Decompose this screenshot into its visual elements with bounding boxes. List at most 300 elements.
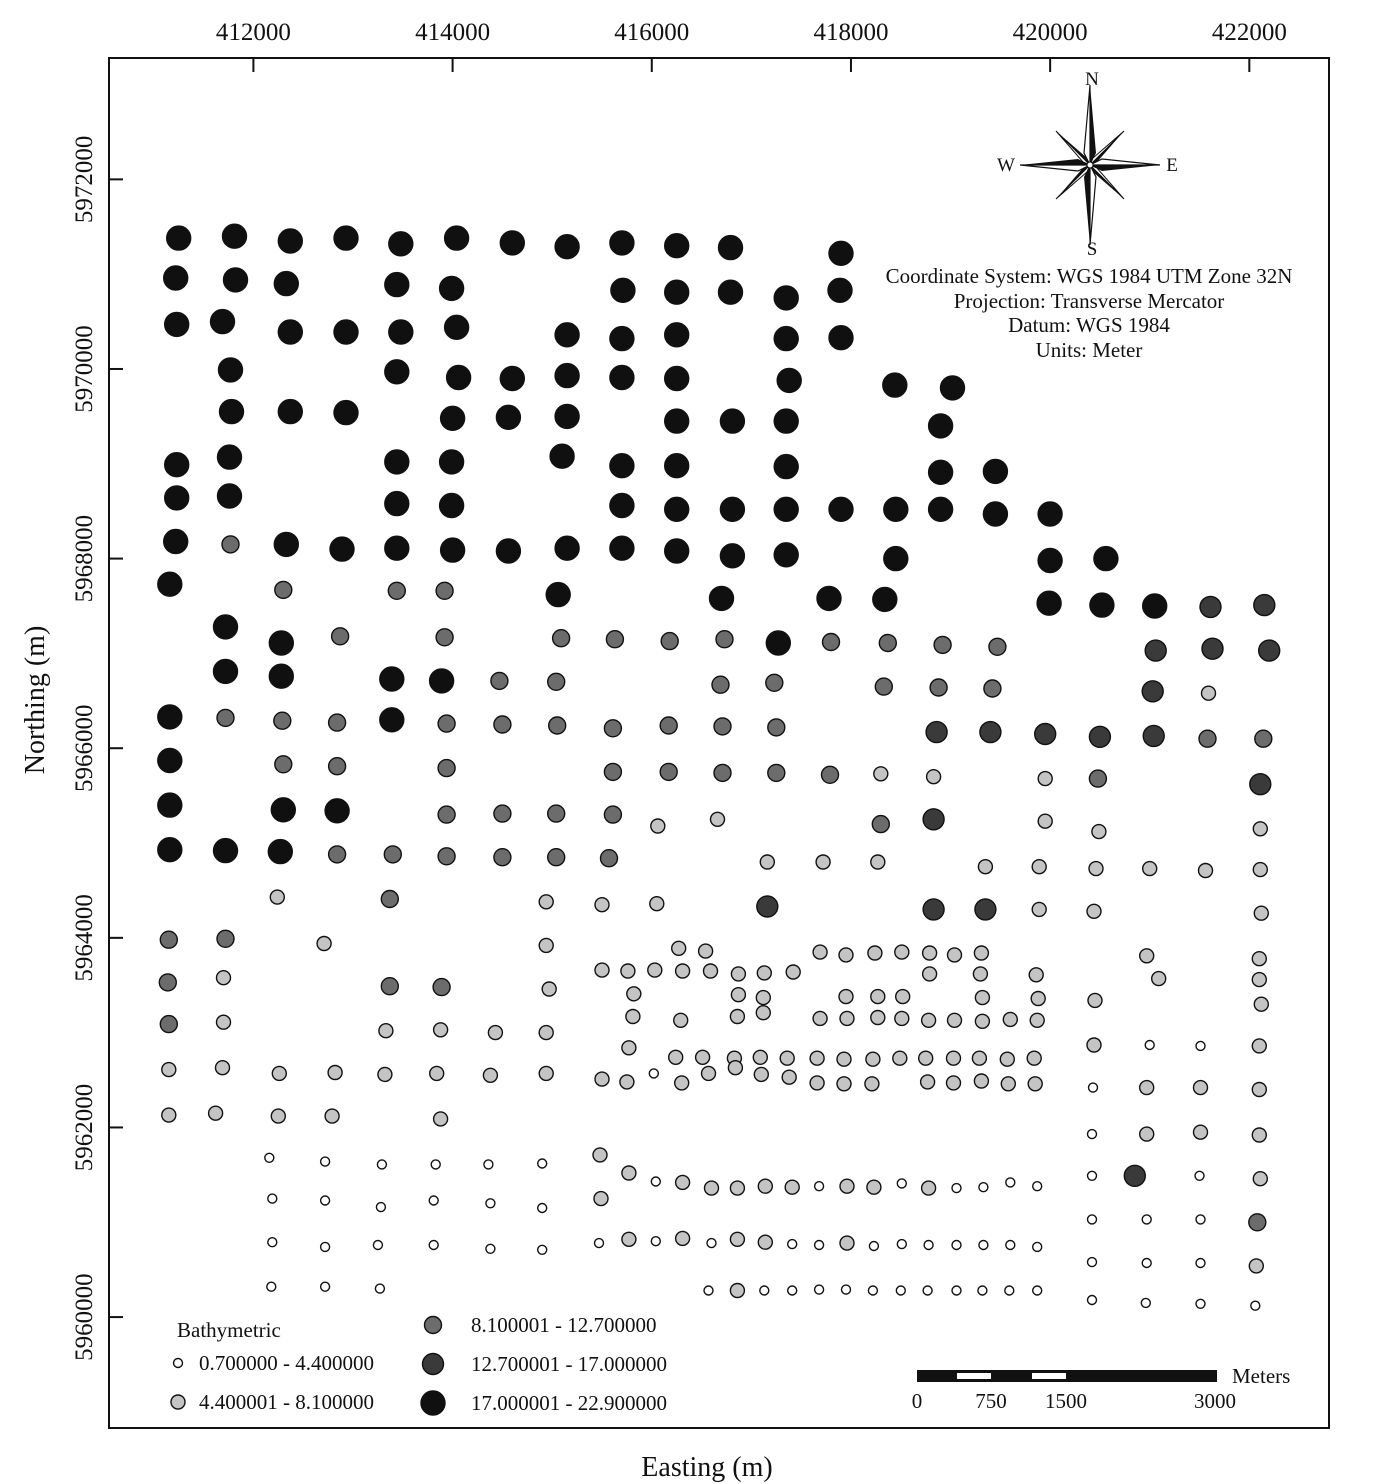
sample-point [774, 455, 798, 479]
sample-point [875, 678, 892, 695]
legend-label: 0.700000 - 4.400000 [199, 1351, 374, 1375]
sample-point [325, 799, 349, 823]
compass-east-label: E [1166, 155, 1178, 176]
sample-point [710, 586, 734, 610]
sample-point [975, 1014, 989, 1028]
sample-point [975, 991, 989, 1005]
sample-point [929, 460, 953, 484]
sample-point [979, 1183, 988, 1192]
scale-bar-label: 3000 [1194, 1389, 1236, 1413]
sample-point [595, 1072, 609, 1086]
sample-point [720, 544, 744, 568]
sample-point [385, 450, 409, 474]
sample-point [699, 944, 713, 958]
sample-point [927, 770, 941, 784]
sample-point [788, 1286, 797, 1295]
sample-point [934, 636, 951, 653]
sample-point [1140, 949, 1154, 963]
sample-point [317, 937, 331, 951]
sample-point [947, 1076, 961, 1090]
sample-point [1038, 549, 1062, 573]
sample-point [218, 445, 242, 469]
sample-point [1145, 640, 1166, 661]
sample-point [1196, 1299, 1205, 1308]
scale-bar-label: 0 [911, 1389, 923, 1413]
sample-point [665, 539, 689, 563]
sample-point [484, 1160, 493, 1169]
sample-point [665, 367, 689, 391]
sample-point [539, 938, 553, 952]
sample-point [1089, 726, 1110, 747]
sample-point [389, 320, 413, 344]
sample-point [661, 633, 678, 650]
sample-point [1141, 1298, 1150, 1307]
sample-point [445, 315, 469, 339]
sample-point [1252, 973, 1266, 987]
sample-point [766, 631, 790, 655]
sample-point [1038, 772, 1052, 786]
sample-point [496, 539, 520, 563]
sample-point [158, 749, 182, 773]
sample-point [974, 1074, 988, 1088]
sample-point [601, 850, 618, 867]
sample-point [754, 1067, 768, 1081]
sample-point [548, 849, 565, 866]
legend-label: 4.400001 - 8.100000 [199, 1390, 374, 1414]
sample-point [1152, 972, 1166, 986]
sample-point [753, 1050, 767, 1064]
sample-point [626, 1010, 640, 1024]
sample-point [332, 628, 349, 645]
sample-point [1252, 1083, 1266, 1097]
sample-point [869, 1242, 878, 1251]
sample-point [158, 705, 182, 729]
sample-point [895, 945, 909, 959]
sample-point [1035, 724, 1056, 745]
sample-point [1032, 902, 1046, 916]
sample-point [379, 1024, 393, 1038]
sample-point [868, 1286, 877, 1295]
sample-point [325, 1109, 339, 1123]
projection-info [886, 264, 1293, 362]
sample-point [756, 991, 770, 1005]
x-tick-label: 412000 [215, 19, 291, 46]
sample-point [1253, 822, 1267, 836]
sample-point [610, 454, 634, 478]
sample-point [1143, 862, 1157, 876]
sample-point [373, 1241, 382, 1250]
sample-point [1145, 1041, 1154, 1050]
sample-point [627, 987, 641, 1001]
sample-point [162, 1063, 176, 1077]
sample-point [1140, 1081, 1154, 1095]
sample-point [929, 414, 953, 438]
sample-point [384, 846, 401, 863]
sample-point [165, 312, 189, 336]
sample-point [865, 1077, 879, 1091]
sample-point [952, 1241, 961, 1250]
sample-point [538, 1204, 547, 1213]
sample-point [923, 946, 937, 960]
x-tick-label: 420000 [1012, 19, 1088, 46]
sample-point [539, 1066, 553, 1080]
sample-point [160, 931, 177, 948]
sample-point [952, 1286, 961, 1295]
sample-point [883, 373, 907, 397]
sample-point [922, 1181, 936, 1195]
sample-point [1088, 993, 1102, 1007]
sample-point [973, 967, 987, 981]
sample-point [542, 982, 556, 996]
sample-point [214, 615, 238, 639]
compass-rose [997, 69, 1178, 260]
legend-swatch [423, 1354, 444, 1375]
sample-point [867, 1180, 881, 1194]
projection-info-line: Units: Meter [1035, 338, 1143, 362]
sample-point [214, 659, 238, 683]
sample-point [815, 1182, 824, 1191]
sample-point [1006, 1241, 1015, 1250]
sample-point [553, 630, 570, 647]
y-tick-label: 5970000 [71, 325, 98, 413]
scale-bar-label: 750 [975, 1389, 1007, 1413]
sample-point [1252, 1039, 1266, 1053]
sample-point [980, 722, 1001, 743]
legend [171, 1313, 667, 1415]
sample-point [774, 543, 798, 567]
sample-point [895, 1011, 909, 1025]
compass-west-label: W [997, 155, 1015, 176]
sample-point [675, 1076, 689, 1090]
sample-point [660, 717, 677, 734]
sample-point [758, 1235, 772, 1249]
sample-point [220, 400, 244, 424]
sample-point [719, 280, 743, 304]
sample-point [549, 717, 566, 734]
sample-point [167, 226, 191, 250]
sample-point [786, 965, 800, 979]
sample-point [160, 1016, 177, 1033]
x-tick-label: 418000 [813, 19, 889, 46]
sample-point [334, 401, 358, 425]
sample-point [1033, 1242, 1042, 1251]
sample-point [984, 680, 1001, 697]
sample-point [381, 978, 398, 995]
sample-point [730, 1232, 744, 1246]
projection-info-line: Projection: Transverse Mercator [953, 289, 1225, 313]
sample-point [1250, 774, 1271, 795]
sample-point [265, 1153, 274, 1162]
sample-point [648, 963, 662, 977]
sample-point [923, 899, 944, 920]
sample-point [158, 572, 182, 596]
sample-point [810, 1076, 824, 1090]
sample-point [321, 1242, 330, 1251]
sample-point [330, 537, 354, 561]
sample-point [164, 266, 188, 290]
sample-point [1194, 1081, 1208, 1095]
sample-point [696, 1050, 710, 1064]
sample-point [1195, 1171, 1204, 1180]
y-axis-title: Northing (m) [20, 625, 51, 775]
sample-point [730, 1181, 744, 1195]
sample-point [1087, 904, 1101, 918]
legend-title: Bathymetric [177, 1318, 281, 1342]
sample-point [1143, 725, 1164, 746]
sample-point [271, 798, 295, 822]
sample-point [388, 582, 405, 599]
sample-point [1142, 681, 1163, 702]
sample-point [328, 1066, 342, 1080]
sample-point [595, 963, 609, 977]
sample-point [267, 1282, 276, 1291]
sample-point [879, 635, 896, 652]
sample-point [702, 1066, 716, 1080]
sample-point [651, 1237, 660, 1246]
sample-point [441, 538, 465, 562]
sample-point [555, 536, 579, 560]
sample-point [1142, 1259, 1151, 1268]
sample-point [1254, 595, 1275, 616]
sample-point [555, 364, 579, 388]
sample-point [837, 1052, 851, 1066]
sample-point [873, 587, 897, 611]
sample-point [650, 897, 664, 911]
sample-point [768, 719, 785, 736]
y-tick-label: 5968000 [71, 514, 98, 603]
sample-point [546, 583, 570, 607]
sample-point [1037, 591, 1061, 615]
x-tick-label: 414000 [415, 19, 491, 46]
sample-point [158, 838, 182, 862]
y-tick-label: 5972000 [71, 135, 98, 224]
sample-point [731, 988, 745, 1002]
sample-point [434, 1023, 448, 1037]
sample-point [651, 819, 665, 833]
sample-point [622, 1232, 636, 1246]
sample-point [866, 1052, 880, 1066]
sample-point [334, 226, 358, 250]
sample-point [380, 708, 404, 732]
sample-point [757, 966, 771, 980]
sample-point [929, 497, 953, 521]
compass-north-label: N [1085, 69, 1099, 90]
sample-point [780, 1051, 794, 1065]
sample-point [436, 629, 453, 646]
sample-point [829, 241, 853, 265]
legend-label: 12.700001 - 17.000000 [471, 1352, 667, 1376]
sample-point [922, 1013, 936, 1027]
sample-point [1194, 1125, 1208, 1139]
sample-point [1254, 997, 1268, 1011]
sample-point [385, 273, 409, 297]
sample-point [874, 767, 888, 781]
sample-point [649, 1069, 658, 1078]
sample-point [222, 536, 239, 553]
sample-point [329, 846, 346, 863]
sample-point [483, 1068, 497, 1082]
sample-point [707, 1239, 716, 1248]
sample-point [441, 406, 465, 430]
sample-point [730, 1284, 744, 1298]
sample-point [539, 1026, 553, 1040]
sample-point [494, 805, 511, 822]
sample-point [924, 1241, 933, 1250]
sample-point [164, 530, 188, 554]
sample-point [926, 722, 947, 743]
scale-bar-segment [957, 1373, 991, 1379]
sample-point [538, 1159, 547, 1168]
sample-point [785, 1180, 799, 1194]
sample-point [610, 494, 634, 518]
sample-point [438, 760, 455, 777]
sample-point [539, 895, 553, 909]
scale-bar-label: 1500 [1045, 1389, 1087, 1413]
sample-point [714, 764, 731, 781]
sample-point [923, 1286, 932, 1295]
sample-point [278, 400, 302, 424]
sample-point [488, 1026, 502, 1040]
sample-point [621, 964, 635, 978]
sample-point [380, 667, 404, 691]
sample-point [1088, 1130, 1097, 1139]
sample-point [1027, 1051, 1041, 1065]
sample-point [622, 1166, 636, 1180]
sample-point [829, 497, 853, 521]
sample-point [948, 948, 962, 962]
sample-point [768, 764, 785, 781]
x-tick-label: 422000 [1211, 19, 1287, 46]
sample-point [983, 502, 1007, 526]
sample-point [165, 486, 189, 510]
y-tick-label: 5966000 [71, 704, 98, 792]
sample-point [884, 497, 908, 521]
sample-point [216, 1061, 230, 1075]
sample-point [1029, 968, 1043, 982]
sample-point [893, 1051, 907, 1065]
sample-point [815, 1285, 824, 1294]
sample-point [1028, 1077, 1042, 1091]
sample-point [538, 1245, 547, 1254]
sample-point [1124, 1165, 1145, 1186]
sample-point [1196, 1041, 1205, 1050]
sample-point [1143, 594, 1167, 618]
sample-point [822, 766, 839, 783]
sample-point [1000, 1052, 1014, 1066]
sample-point [378, 1067, 392, 1081]
sample-point [214, 839, 238, 863]
sample-point [896, 1286, 905, 1295]
sample-point [758, 1179, 772, 1193]
sample-point [219, 358, 243, 382]
sample-point [1005, 1286, 1014, 1295]
sample-point [555, 235, 579, 259]
sample-point [610, 366, 634, 390]
sample-point [1202, 638, 1223, 659]
sample-point [777, 368, 801, 392]
sample-point [496, 405, 520, 429]
sample-point [972, 1051, 986, 1065]
sample-point [1142, 1215, 1151, 1224]
sample-point [1038, 502, 1062, 526]
sample-point [429, 1196, 438, 1205]
sample-point [1031, 992, 1045, 1006]
sample-point [604, 720, 621, 737]
sample-point [704, 964, 718, 978]
sample-point [622, 1041, 636, 1055]
sample-point [774, 286, 798, 310]
sample-point [884, 547, 908, 571]
sample-point [445, 226, 469, 250]
sample-point [434, 1112, 448, 1126]
x-axis-ticks [216, 19, 1287, 72]
sample-point [278, 320, 302, 344]
scale-bar-segment [1032, 1373, 1066, 1379]
sample-point [921, 1075, 935, 1089]
sample-point [1089, 1083, 1098, 1092]
sample-point [978, 1286, 987, 1295]
sample-point [665, 280, 689, 304]
sample-point [728, 1061, 742, 1075]
sample-point [165, 453, 189, 477]
sample-point [716, 631, 733, 648]
sample-point [813, 945, 827, 959]
legend-swatch [171, 1395, 185, 1409]
sample-point [606, 631, 623, 648]
sample-point [159, 974, 176, 991]
sample-point [979, 1241, 988, 1250]
sample-point [840, 1179, 854, 1193]
sample-point [871, 855, 885, 869]
sample-point [486, 1199, 495, 1208]
sample-point [217, 971, 231, 985]
sample-point [1032, 860, 1046, 874]
sample-point [1092, 825, 1106, 839]
sample-point [334, 320, 358, 344]
sample-point [828, 278, 852, 302]
sample-point [274, 712, 291, 729]
sample-point [604, 763, 621, 780]
sample-point [712, 676, 729, 693]
sample-point [1255, 730, 1272, 747]
sample-point [440, 450, 464, 474]
sample-point [440, 494, 464, 518]
sample-point [274, 532, 298, 556]
projection-info-line: Datum: WGS 1984 [1008, 313, 1170, 337]
sample-point [500, 231, 524, 255]
sample-point [1259, 640, 1280, 661]
sample-point [494, 849, 511, 866]
sample-point [1202, 686, 1216, 700]
sample-point [897, 1179, 906, 1188]
sample-point [676, 964, 690, 978]
sample-point [839, 948, 853, 962]
sample-point [385, 536, 409, 560]
sample-point [660, 763, 677, 780]
sample-point [1252, 952, 1266, 966]
sample-point [548, 805, 565, 822]
sample-point [829, 326, 853, 350]
sample-point [760, 855, 774, 869]
sample-point [952, 1184, 961, 1193]
sample-point [840, 1011, 854, 1025]
sample-point [705, 1181, 719, 1195]
sample-point [555, 323, 579, 347]
sample-point [438, 848, 455, 865]
sample-point [1249, 1214, 1266, 1231]
sample-point [1253, 863, 1267, 877]
compass-south-label: S [1086, 239, 1098, 260]
